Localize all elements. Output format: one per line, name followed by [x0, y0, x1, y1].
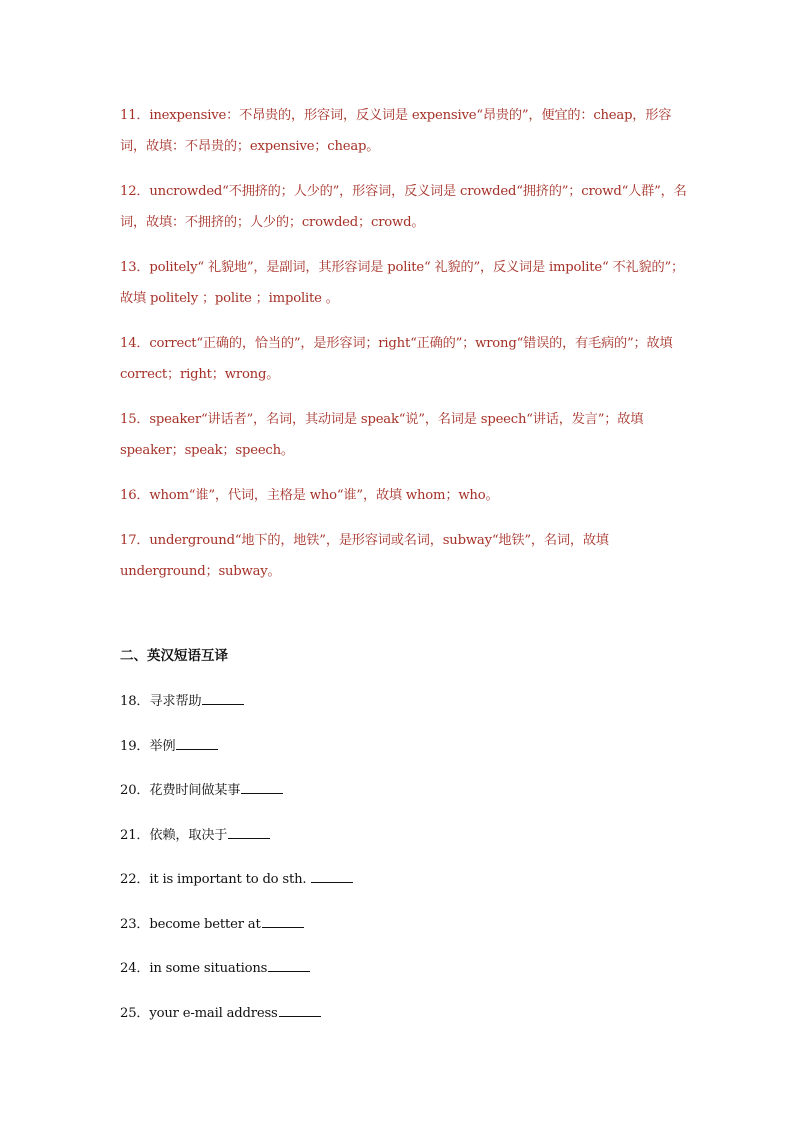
answer-blank[interactable]: [202, 690, 244, 705]
answer-14: 14．correct“正确的，恰当的”，是形容词；right“正确的”；wrong“错误的，有毛病的”；故填 correct；right；wrong。: [120, 336, 673, 382]
question-text: 23．become better at: [120, 916, 261, 932]
answer-15: 15．speaker“讲话者”，名词，其动词是 speak“说”，名词是 speech“讲话，发言”；故填 speaker；speak；speech。: [120, 412, 644, 458]
answer-blank[interactable]: [241, 779, 283, 794]
answer-blank[interactable]: [311, 868, 353, 883]
question-21: [120, 824, 695, 846]
answer-blank[interactable]: [176, 735, 218, 750]
answer-12: 12．uncrowded“不拥挤的；人少的”，形容词，反义词是 crowded“拥挤的”；crowd“人群”，名词，故填：不拥挤的；人少的；crowded；crowd。: [120, 184, 687, 230]
answer-17: 17．underground“地下的，地铁”，是形容词或名词，subway“地铁”，名词，故填 underground；subway。: [120, 533, 609, 579]
question-24: [120, 957, 695, 979]
answer-11: 11．inexpensive：不昂贵的，形容词，反义词是 expensive“昂贵的”，便宜的：cheap，形容词，故填：不昂贵的；expensive；cheap。: [120, 108, 672, 154]
question-25: [120, 1002, 695, 1024]
answer-blank[interactable]: [262, 913, 304, 928]
question-19: [120, 735, 695, 757]
answer-16: 16．whom“谁”，代词，主格是 who“谁”，故填 whom；who。: [120, 488, 499, 503]
section-title: 二、英汉短语互译: [120, 648, 228, 664]
question-text: 24．in some situations: [120, 961, 268, 976]
question-22: [120, 868, 695, 890]
question-text: 20．花费时间做某事: [120, 783, 241, 798]
answer-13: 13．politely“ 礼貌地”，是副词，其形容词是 polite“ 礼貌的”，反义词是 impolite“ 不礼貌的”；故填 politely ；polite ；impolite 。: [120, 260, 685, 306]
question-18: [120, 690, 695, 712]
question-text: 21．依赖，取决于: [120, 827, 228, 843]
answer-blank[interactable]: [268, 957, 310, 972]
question-list: [120, 690, 695, 1046]
question-text: 22．it is important to do sth.: [120, 872, 311, 887]
answer-blank[interactable]: [228, 824, 270, 839]
answer-list: [120, 100, 695, 601]
answer-blank[interactable]: [279, 1002, 321, 1017]
question-20: [120, 779, 695, 801]
question-23: [120, 913, 695, 935]
question-text: 18．寻求帮助: [120, 694, 202, 709]
question-text: 25．your e-mail address: [120, 1005, 278, 1021]
question-text: 19．举例: [120, 738, 176, 754]
